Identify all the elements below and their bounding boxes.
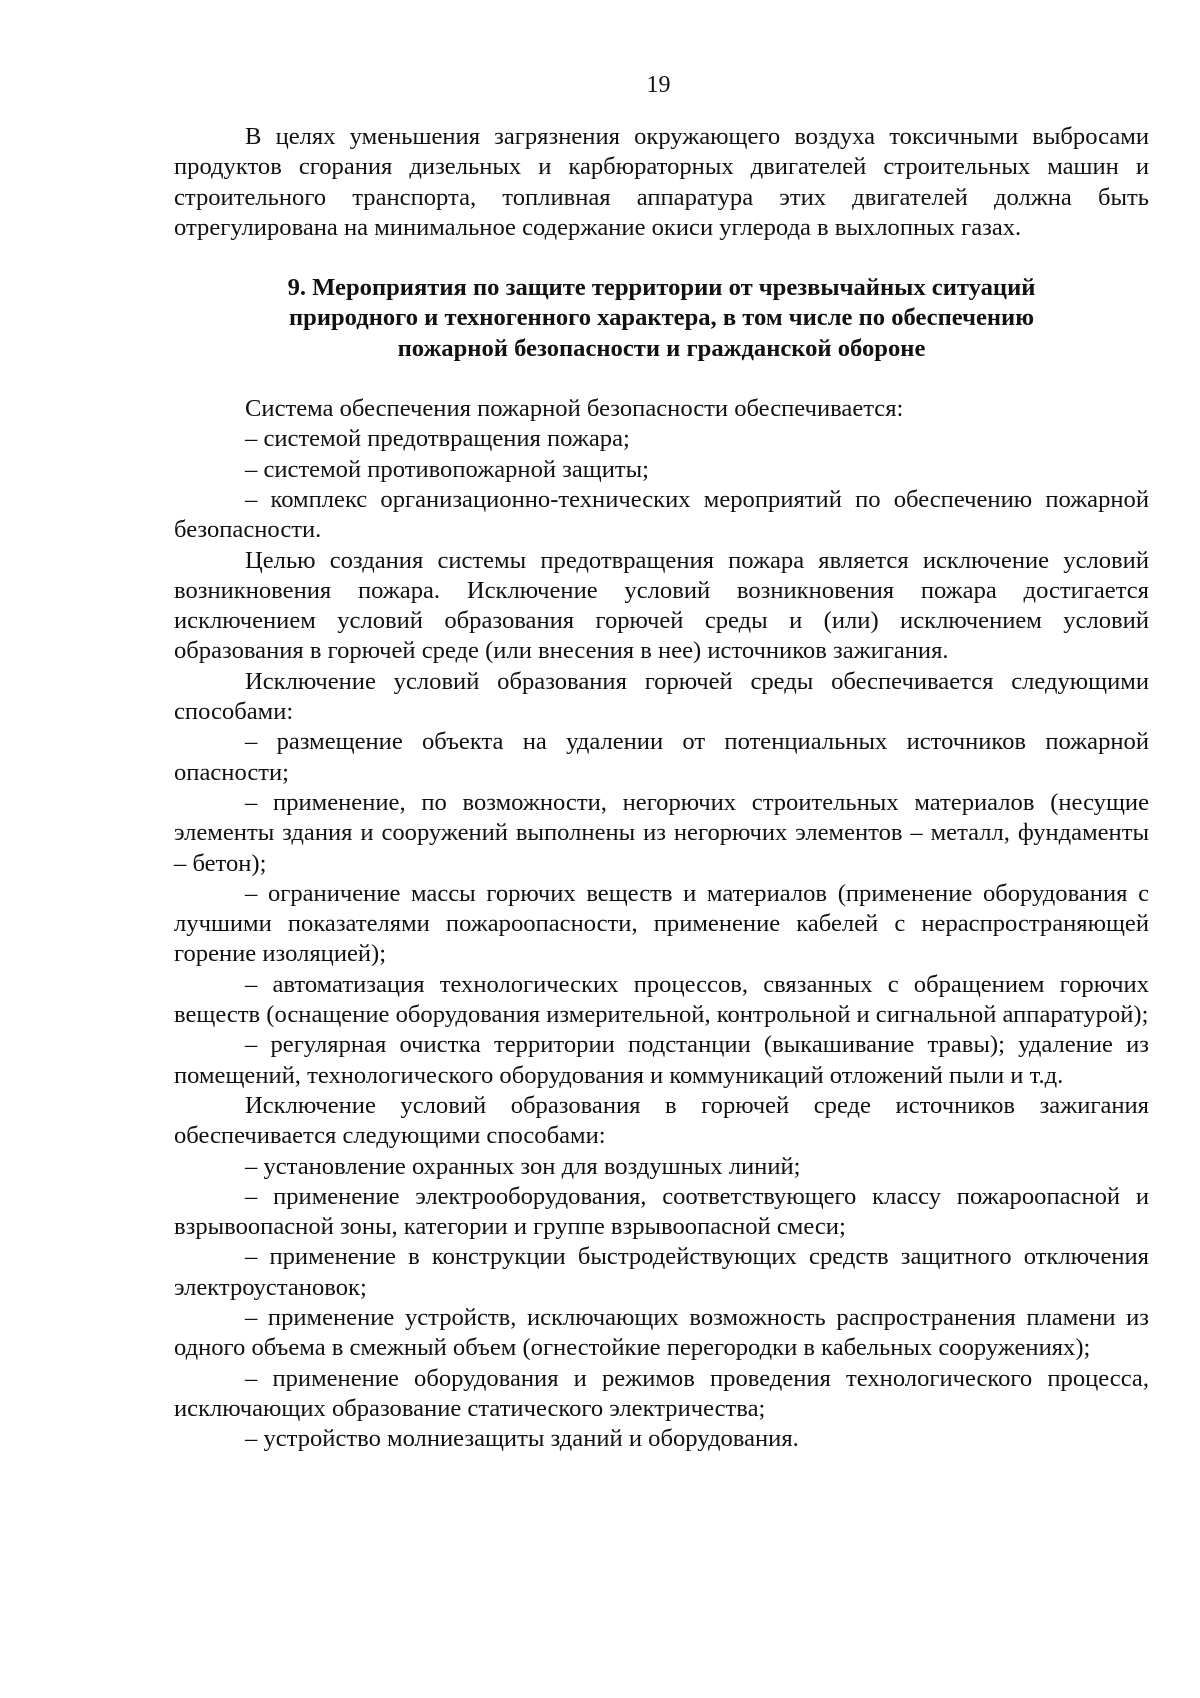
list-item-measures: – комплекс организационно-технических мероприятий по обеспечению пожарной безопасности. bbox=[174, 485, 1149, 544]
list-item-noncombustible-materials: – применение, по возможности, негорючих строительных материалов (несущие элементы здания и сооружений выполнены из негорючих элементов – металл, фундаменты – бетон); bbox=[174, 788, 1149, 877]
page-number: 19 bbox=[646, 72, 671, 98]
paragraph-combustible-environment: Исключение условий образования горючей среды обеспечивается следующими способами: bbox=[174, 667, 1149, 726]
intro-paragraph: В целях уменьшения загрязнения окружающего воздуха токсичными выбросами продуктов сгорания дизельных и карбюраторных двигателей строительных машин и строительного транспорта, топливная аппаратура этих двигателей должна быть отрегулирована на минимальное содержание окиси углерода в выхлопных газах. bbox=[174, 123, 1149, 241]
paragraph-system-intro: Система обеспечения пожарной безопасности обеспечивается: bbox=[245, 395, 904, 423]
paragraph-prevention-goal: Целью создания системы предотвращения пожара является исключение условий возникновения пожара. Исключение условий возникновения пожара достигается исключением условий образования горючей среды и (или) исключением условий образования в горючей среде (или внесения в нее) источников зажигания. bbox=[174, 546, 1149, 665]
page-content bbox=[174, 122, 1149, 1454]
list-item-flame-spread: – применение устройств, исключающих возможность распространения пламени из одного объема в смежный объем (огнестойкие перегородки в кабельных сооружениях); bbox=[174, 1303, 1149, 1362]
list-item-protection-zones: – установление охранных зон для воздушных линий; bbox=[245, 1152, 801, 1180]
paragraph-ignition-sources: Исключение условий образования в горючей среде источников зажигания обеспечивается следующими способами: bbox=[174, 1091, 1149, 1150]
list-item-protection: – системой противопожарной защиты; bbox=[245, 455, 650, 483]
list-item-mass-limitation: – ограничение массы горючих веществ и материалов (применение оборудования с лучшими показателями пожароопасности, применение кабелей с нераспространяющей горение изоляцией); bbox=[174, 879, 1149, 968]
list-item-placement: – размещение объекта на удалении от потенциальных источников пожарной опасности; bbox=[174, 728, 1149, 786]
section-heading-line-3: пожарной безопасности и гражданской обороне bbox=[397, 334, 926, 362]
list-item-protective-shutdown: – применение в конструкции быстродействующих средств защитного отключения электроустановок; bbox=[174, 1243, 1149, 1301]
list-item-electrical-equipment: – применение электрооборудования, соответствующего классу пожароопасной и взрывоопасной зоны, категории и группе взрывоопасной смеси; bbox=[174, 1182, 1149, 1241]
list-item-lightning-protection: – устройство молниезащиты зданий и оборудования. bbox=[245, 1425, 799, 1453]
section-heading-line-1: 9. Мероприятия по защите территории от чрезвычайных ситуаций bbox=[287, 274, 1036, 302]
list-item-static-electricity: – применение оборудования и режимов проведения технологического процесса, исключающих образование статического электричества; bbox=[174, 1364, 1149, 1422]
list-item-prevention: – системой предотвращения пожара; bbox=[245, 425, 630, 453]
section-heading-line-2: природного и техногенного характера, в том числе по обеспечению bbox=[288, 304, 1034, 332]
list-item-cleaning: – регулярная очистка территории подстанции (выкашивание травы); удаление из помещений, технологического оборудования и коммуникаций отложений пыли и т.д. bbox=[174, 1031, 1149, 1089]
list-item-automation: – автоматизация технологических процессов, связанных с обращением горючих веществ (оснащение оборудования измерительной, контрольной и сигнальной аппаратурой); bbox=[174, 970, 1149, 1029]
section-heading bbox=[174, 273, 1149, 364]
